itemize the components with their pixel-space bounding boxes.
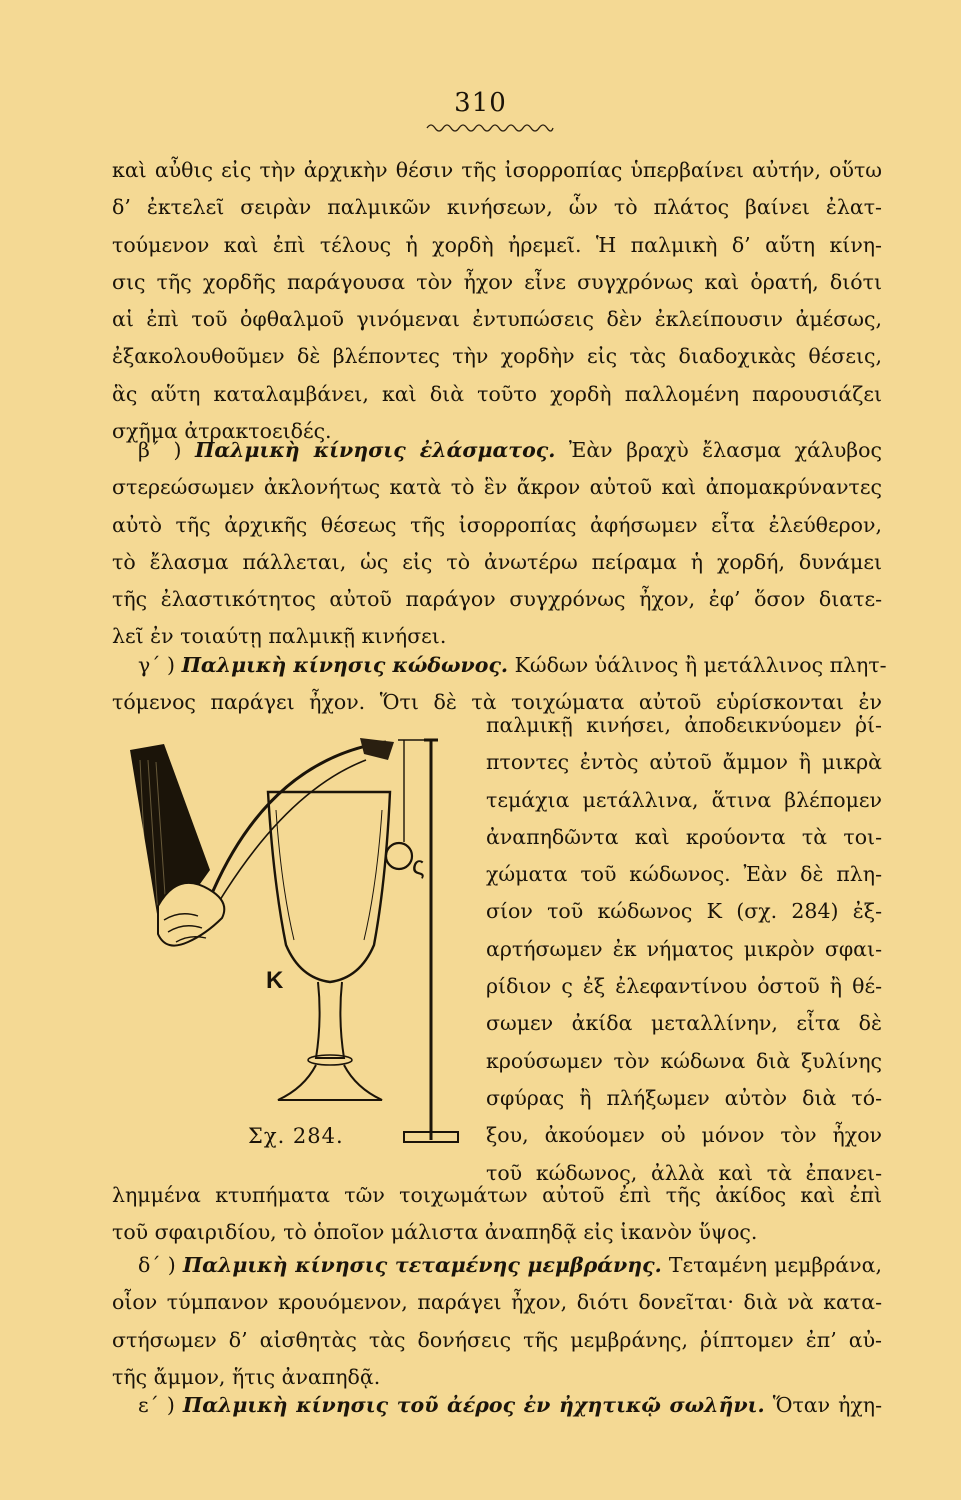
text-line: πτοντες ἐντὸς αὐτοῦ ἄμμον ἢ μικρὰ [486,750,882,775]
text-line: χώματα τοῦ κώδωνος. Ἐὰν δὲ πλη- [486,862,882,887]
text-line: αρτήσωμεν ἐκ νήματος μικρὸν σφαι- [486,936,882,961]
text-line: αὐτὸ τῆς ἀρχικῆς θέσεως τῆς ἰσορροπίας ἀφήσωμεν εἶτα ἐλεύθερον, [112,512,882,537]
text-line: σωμεν ἀκίδα μεταλλίνην, εἶτα δὲ [486,1011,882,1036]
text-line: παλμικῇ κινήσει, ἀποδεικνύομεν ῥί- [486,713,882,737]
section-label: γ΄ ) [138,653,176,677]
text-line: καὶ αὖθις εἰς τὴν ἀρχικὴν θέσιν τῆς ἰσορροπίας ὑπερβαίνει αὐτήν, οὕτω [112,158,882,182]
text-line: κρούσωμεν τὸν κώδωνα διὰ ξυλίνης [486,1048,882,1073]
text-line: τόμενος παράγει ἦχον. Ὅτι δὲ τὰ τοιχώματα αὐτοῦ εὑρίσκονται ἐν [112,690,882,715]
text-line: ἐξακολουθοῦμεν δὲ βλέποντες τὴν χορδὴν εἰς τὰς διαδοχικὰς θέσεις, [112,344,882,369]
text-line: στήσωμεν δ’ αἰσθητὰς τὰς δονήσεις τῆς μεμβράνης, ῥίπτομεν ἐπ’ αὐ- [112,1327,882,1352]
section-label: β΄ ) [138,438,182,462]
paragraph-4 [112,1247,882,1396]
text-line: σις τῆς χορδῆς παράγουσα τὸν ἦχον εἶνε συγχρόνως καὶ ὁρατή, διότι [112,269,882,294]
text-line: τὸ ἔλασμα πάλλεται, ὡς εἰς τὸ ἀνωτέρω πείραμα ἡ χορδή, δυνάμει [112,549,882,574]
text-line: τῆς ἐλαστικότητος αὐτοῦ παράγον συγχρόνως ἦχον, ἐφ’ ὅσον διατε- [112,587,882,612]
paragraph-5 [112,1387,882,1424]
section-heading-line [112,1247,882,1284]
text-line: αἱ ἐπὶ τοῦ ὀφθαλμοῦ γινόμεναι ἐντυπώσεις δὲν ἐκλείπουσιν ἀμέσως, [112,307,882,332]
text-line: ἀναπηδῶντα καὶ κρούοντα τὰ τοι- [486,824,882,849]
figure-side-text [486,707,882,1192]
page-number: 310 [454,88,507,118]
text-line: ξου, ἀκούομεν οὐ μόνον τὸν ἦχον [486,1123,882,1148]
text-line: τούμενον καὶ ἐπὶ τέλους ἡ χορδὴ ἠρεμεῖ. Ἡ παλμικὴ δ’ αὕτη κίνη- [112,232,882,257]
bell-label: Κ [266,967,284,994]
page-number-ornament [425,120,555,134]
text-run: Κώδων ὑάλινος ἢ μετάλλινος πλητ- [514,653,887,677]
text-line: τῆς ἄμμον, ἥτις ἀναπηδᾷ. [112,1364,381,1389]
text-run: Τεταμένη μεμβράνα, [668,1253,882,1277]
section-title: Παλμικὴ κίνησις τοῦ ἀέρος ἐν ἠχητικῷ σωλῆνι. [182,1393,765,1417]
text-line: τοῦ κώδωνος, ἀλλὰ καὶ τὰ ἐπανει- [486,1160,882,1185]
section-heading-line [112,647,887,684]
text-line: τεμάχια μετάλλινα, ἅτινα βλέπομεν [486,787,882,812]
text-line: λεῖ ἐν τοιαύτῃ παλμικῇ κινήσει. [112,624,447,649]
text-line: σφύρας ἢ πλήξωμεν αὐτὸν διὰ τό- [486,1085,882,1110]
text-line: στερεώσωμεν ἀκλονήτως κατὰ τὸ ἓν ἄκρον αὐτοῦ καὶ ἀπομακρύναντες [112,475,882,500]
text-line: οἷον τύμπανον κρουόμενον, παράγει ἦχον, διότι δονεῖται· διὰ νὰ κατα- [112,1290,882,1315]
text-line: δ’ ἐκτελεῖ σειρὰν παλμικῶν κινήσεων, ὧν τὸ πλάτος βαίνει ἐλατ- [112,195,882,220]
text-line: σίον τοῦ κώδωνος Κ (σχ. 284) ἐξ- [486,899,882,924]
text-line: σχῆμα ἀτρακτοειδές. [112,419,332,444]
paragraph-3-continued [112,1177,882,1252]
section-heading-line [112,432,882,469]
paragraph-1 [112,152,882,450]
section-title: Παλμικὴ κίνησις ἐλάσματος. [195,438,556,462]
paragraph-2 [112,432,882,656]
section-label: ε΄ ) [138,1393,175,1417]
section-label: δ΄ ) [138,1253,176,1277]
section-heading-line [112,1387,882,1424]
text-run: Ἐὰν βραχὺ ἔλασμα χάλυβος [568,438,882,462]
text-run: Ὅταν ἠχη- [772,1393,882,1417]
bell-illustration [118,720,478,1180]
section-title: Παλμικὴ κίνησις τεταμένης μεμβράνης. [182,1253,662,1277]
text-line: λημμένα κτυπήματα τῶν τοιχωμάτων αὐτοῦ ἐπὶ τῆς ἀκίδος καὶ ἐπὶ [112,1183,882,1207]
figure-284 [118,720,478,1180]
text-line: τοῦ σφαιριδίου, τὸ ὁποῖον μάλιστα ἀναπηδᾷ εἰς ἱκανὸν ὕψος. [112,1220,758,1245]
section-title: Παλμικὴ κίνησις κώδωνος. [181,653,509,677]
text-line: ρίδιον ς ἐξ ἐλεφαντίνου ὀστοῦ ἢ θέ- [486,974,882,999]
text-line: ἃς αὕτη καταλαμβάνει, καὶ διὰ τοῦτο χορδὴ παλλομένη παρουσιάζει [112,381,882,406]
ball-label: ς [412,850,425,880]
figure-caption: Σχ. 284. [248,1124,344,1148]
